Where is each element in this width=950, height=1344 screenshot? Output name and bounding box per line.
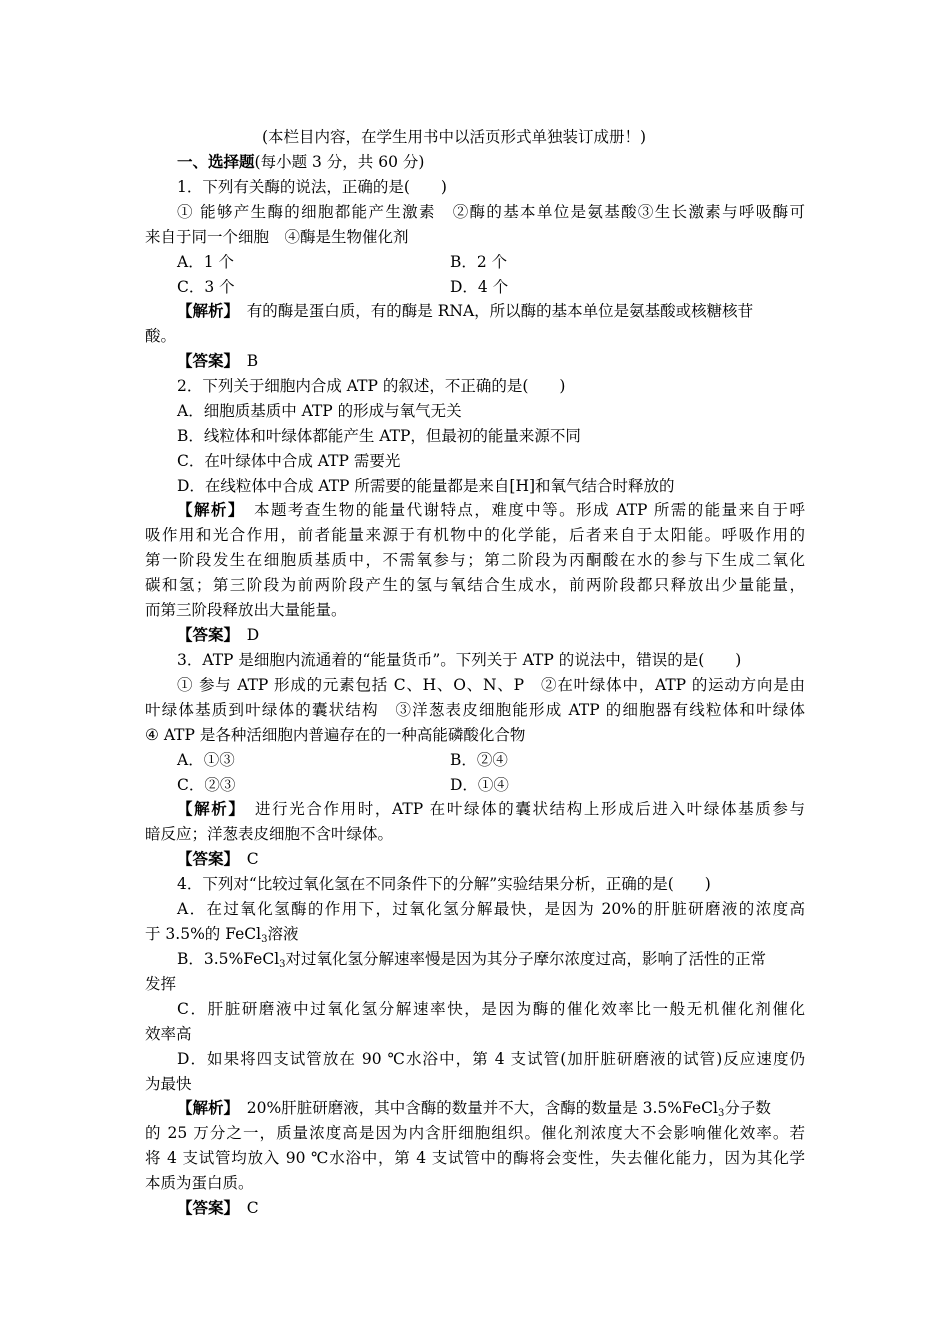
analysis-label: 【解析】 — [177, 301, 232, 320]
q2-analysis-line3: 第一阶段发生在细胞质基质中，不需氧参与；第二阶段为丙酮酸在水的参与下生成二氧化 — [145, 551, 805, 569]
answer-label: 【答案】 — [177, 1198, 232, 1217]
q1-analysis-line1: 【解析】 有的酶是蛋白质，有的酶是 RNA，所以酶的基本单位是氨基酸或核糖核苷 — [177, 301, 754, 320]
q1-option-d: D．4 个 — [450, 278, 509, 296]
q3-options-line3: ④ ATP 是各种活细胞内普遍存在的一种高能磷酸化合物 — [145, 726, 526, 744]
analysis-label: 【解析】 — [177, 500, 238, 519]
q3-options-line2: 叶绿体基质到叶绿体的囊状结构 ③洋葱表皮细胞能形成 ATP 的细胞器有线粒体和叶绿体 — [145, 701, 805, 719]
q4-answer: 【答案】 C — [177, 1198, 259, 1217]
q4-analysis-line4: 本质为蛋白质。 — [145, 1174, 254, 1192]
q3-options-line1: ① 参与 ATP 形成的元素包括 C、H、O、N、P ②在叶绿体中，ATP 的运动方向是由 — [177, 676, 805, 694]
q3-option-d: D．①④ — [450, 776, 509, 794]
q1-options-line1: ① 能够产生酶的细胞都能产生激素 ②酶的基本单位是氨基酸③生长激素与呼吸酶可 — [177, 203, 805, 221]
q4-option-d-line1: D．如果将四支试管放在 90 ℃水浴中，第 4 支试管(加肝脏研磨液的试管)反应速度仍 — [177, 1050, 805, 1068]
q4-option-d-line2: 为最快 — [145, 1075, 192, 1093]
q2-option-b: B．线粒体和叶绿体都能产生 ATP，但最初的能量来源不同 — [177, 427, 581, 445]
q1-analysis-line2: 酸。 — [145, 327, 177, 345]
answer-label: 【答案】 — [177, 849, 232, 868]
q2-option-a: A．细胞质基质中 ATP 的形成与氧气无关 — [177, 402, 462, 420]
q1-stem: 1．下列有关酶的说法，正确的是( ) — [177, 178, 447, 196]
q2-option-d: D．在线粒体中合成 ATP 所需要的能量都是来自[H]和氧气结合时释放的 — [177, 477, 675, 495]
q2-analysis-line2: 吸作用和光合作用，前者能量来源于有机物中的化学能，后者来自于太阳能。呼吸作用的 — [145, 526, 805, 544]
q4-analysis-line1: 【解析】 20%肝脏研磨液，其中含酶的数量并不大，含酶的数量是 3.5%FeCl$_3$分子数 — [177, 1098, 771, 1119]
q1-option-b: B．2 个 — [450, 253, 508, 271]
q4-analysis-line2: 的 25 万分之一，质量浓度高是因为内含肝细胞组织。催化剂浓度大不会影响催化效率。若 — [145, 1124, 805, 1142]
q4-option-b-line2: 发挥 — [145, 975, 177, 993]
q3-analysis-line1: 【解析】 进行光合作用时，ATP 在叶绿体的囊状结构上形成后进入叶绿体基质参与 — [177, 799, 805, 818]
q1-option-a: A．1 个 — [177, 253, 234, 271]
section-score: (每小题 3 分，共 60 分) — [254, 153, 425, 171]
q3-option-a: A．①③ — [177, 751, 235, 769]
q4-option-c-line1: C．肝脏研磨液中过氧化氢分解速率快，是因为酶的催化效率比一般无机催化剂催化 — [177, 1000, 805, 1018]
q2-option-c: C．在叶绿体中合成 ATP 需要光 — [177, 452, 401, 470]
q2-answer: 【答案】 D — [177, 625, 260, 644]
q4-option-a-line2: 于 3.5%的 FeCl$_3$溶液 — [145, 925, 299, 945]
q1-options-line2: 来自于同一个细胞 ④酶是生物催化剂 — [145, 228, 409, 246]
section-heading — [177, 152, 424, 172]
q2-analysis-line5: 而第三阶段释放出大量能量。 — [145, 601, 347, 619]
q4-stem: 4．下列对“比较过氧化氢在不同条件下的分解”实验结果分析，正确的是( ) — [177, 875, 711, 893]
q3-option-c: C．②③ — [177, 776, 236, 794]
q1-option-c: C．3 个 — [177, 278, 235, 296]
q4-option-c-line2: 效率高 — [145, 1025, 192, 1043]
q4-analysis-line3: 将 4 支试管均放入 90 ℃水浴中，第 4 支试管中的酶将会变性，失去催化能力，因为其化学 — [145, 1149, 805, 1167]
q3-option-b: B．②④ — [450, 751, 508, 769]
analysis-label: 【解析】 — [177, 1098, 232, 1117]
header-note: (本栏目内容，在学生用书中以活页形式单独装订成册！) — [262, 128, 647, 146]
q1-answer: 【答案】 B — [177, 351, 259, 370]
q2-analysis-line4: 碳和氢；第三阶段为前两阶段产生的氢与氧结合生成水，前两阶段都只释放出少量能量， — [145, 576, 805, 594]
q4-option-a-line1: A．在过氧化氢酶的作用下，过氧化氢分解最快，是因为 20%的肝脏研磨液的浓度高 — [177, 900, 805, 918]
answer-label: 【答案】 — [177, 625, 232, 644]
q2-stem: 2．下列关于细胞内合成 ATP 的叙述，不正确的是( ) — [177, 377, 566, 395]
analysis-label: 【解析】 — [177, 799, 238, 818]
section-title: 一、选择题 — [177, 152, 255, 171]
q2-analysis-line1: 【解析】 本题考查生物的能量代谢特点，难度中等。形成 ATP 所需的能量来自于呼 — [177, 500, 805, 519]
q4-option-b-line1: B．3.5%FeCl$_3$对过氧化氢分解速率慢是因为其分子摩尔浓度过高，影响了活性的正常 — [177, 950, 767, 970]
q3-stem: 3．ATP 是细胞内流通着的“能量货币”。下列关于 ATP 的说法中，错误的是( ) — [177, 651, 742, 669]
q3-answer: 【答案】 C — [177, 849, 259, 868]
answer-label: 【答案】 — [177, 351, 232, 370]
q3-analysis-line2: 暗反应；洋葱表皮细胞不含叶绿体。 — [145, 825, 394, 843]
